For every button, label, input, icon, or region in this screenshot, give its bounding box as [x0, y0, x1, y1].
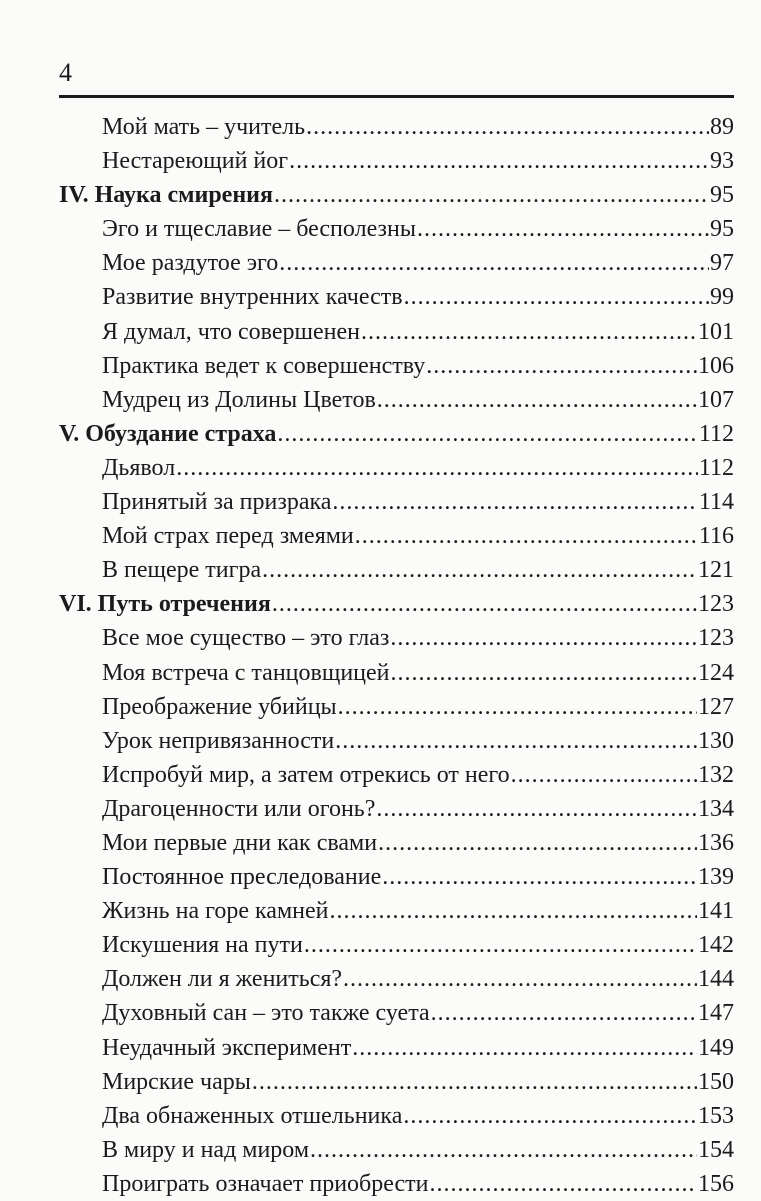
toc-entry-page-number: 123 — [698, 591, 734, 618]
toc-entry — [59, 1031, 734, 1065]
toc-entry-title: Нестареющий йог — [102, 148, 289, 175]
toc-entry — [59, 246, 734, 280]
toc-entry-title: IV. Наука смирения — [59, 182, 273, 209]
toc-entry-page-number: 156 — [698, 1170, 734, 1197]
toc-entry — [59, 485, 734, 519]
dot-leader — [376, 792, 697, 826]
toc-entry-title: Постоянное преследование — [102, 864, 382, 891]
toc-entry — [59, 383, 734, 417]
toc-entry-page-number: 93 — [710, 148, 734, 175]
dot-leader — [338, 690, 697, 724]
dot-leader — [426, 349, 697, 383]
toc-entry — [59, 724, 734, 758]
toc-entry-title: Я думал, что совершенен — [102, 318, 360, 345]
toc-entry — [59, 553, 734, 587]
toc-section-heading — [59, 178, 734, 212]
toc-entry — [59, 451, 734, 485]
dot-leader — [377, 383, 697, 417]
toc-entry-page-number: 121 — [698, 557, 734, 584]
dot-leader — [352, 1031, 697, 1065]
toc-entry-page-number: 136 — [698, 829, 734, 856]
toc-entry — [59, 996, 734, 1030]
toc-entry-title: Жизнь на горе камней — [102, 898, 329, 925]
toc-entry-title: Мои первые дни как свами — [102, 829, 378, 856]
toc-section-heading — [59, 587, 734, 621]
dot-leader — [306, 110, 709, 144]
toc-entry — [59, 349, 734, 383]
dot-leader — [403, 1099, 697, 1133]
toc-entry-page-number: 97 — [710, 250, 734, 277]
toc-entry — [59, 280, 734, 314]
toc-entry-title: Все мое существо – это глаз — [102, 625, 390, 652]
toc-entry — [59, 1065, 734, 1099]
toc-entry-page-number: 107 — [698, 386, 734, 413]
toc-entry-page-number: 123 — [698, 625, 734, 652]
toc-entry-page-number: 132 — [698, 761, 734, 788]
toc-entry-page-number: 95 — [710, 216, 734, 243]
toc-entry-title: Проиграть означает приобрести — [102, 1170, 429, 1197]
dot-leader — [391, 656, 698, 690]
toc-entry — [59, 928, 734, 962]
toc-entry-page-number: 89 — [710, 114, 734, 140]
toc-entry — [59, 656, 734, 690]
toc-entry — [59, 212, 734, 246]
dot-leader — [262, 553, 697, 587]
dot-leader — [332, 485, 697, 519]
toc-entry-title: VI. Путь отречения — [59, 591, 271, 618]
toc-entry — [59, 621, 734, 655]
dot-leader — [304, 928, 697, 962]
toc-entry-page-number: 112 — [698, 454, 734, 481]
toc-entry — [59, 690, 734, 724]
toc-entry-page-number: 153 — [698, 1102, 734, 1129]
toc-entry-page-number: 130 — [698, 727, 734, 754]
toc-entry — [59, 1133, 734, 1167]
toc-entry-title: Мое раздутое эго — [102, 250, 279, 277]
toc-entry-page-number: 124 — [698, 659, 734, 686]
toc-section-heading — [59, 417, 734, 451]
toc-entry-page-number: 154 — [698, 1136, 734, 1163]
toc-entry-title: В миру и над миром — [102, 1136, 310, 1163]
toc-entry-title: Развитие внутренних качеств — [102, 284, 403, 311]
toc-entry-title: Искушения на пути — [102, 932, 303, 959]
toc-entry-title: Мудрец из Долины Цветов — [102, 386, 376, 413]
toc-entry-title: Духовный сан – это также суета — [102, 1000, 430, 1027]
toc-entry-page-number: 127 — [698, 693, 734, 720]
toc-entry-title: Испробуй мир, а затем отрекись от него — [102, 761, 510, 788]
page-number: 4 — [59, 58, 72, 87]
toc-entry-page-number: 149 — [698, 1034, 734, 1061]
toc-entry-page-number: 139 — [698, 864, 734, 891]
toc-entry — [59, 962, 734, 996]
dot-leader — [274, 178, 709, 212]
dot-leader — [272, 587, 697, 621]
toc-entry-title: Должен ли я жениться? — [102, 966, 343, 993]
toc-entry — [59, 1099, 734, 1133]
dot-leader — [382, 860, 697, 894]
toc-entry-page-number: 141 — [698, 898, 734, 925]
toc-entry-title: Мирские чары — [102, 1068, 251, 1095]
dot-leader — [330, 894, 698, 928]
dot-leader — [430, 1167, 698, 1201]
toc-entry-page-number: 106 — [698, 352, 734, 379]
toc-entry-page-number: 95 — [710, 182, 734, 209]
toc-entry-page-number: 101 — [698, 318, 734, 345]
dot-leader — [277, 417, 697, 451]
dot-leader — [289, 144, 709, 178]
toc-entry — [59, 144, 734, 178]
toc-entry-page-number: 114 — [698, 489, 734, 516]
dot-leader — [361, 315, 697, 349]
toc-entry-title: Моя встреча с танцовщицей — [102, 659, 390, 686]
dot-leader — [390, 621, 697, 655]
toc-entry-title: Драгоценности или огонь? — [102, 795, 376, 822]
toc-entry-title: Мой страх перед змеями — [102, 523, 354, 550]
dot-leader — [378, 826, 697, 860]
dot-leader — [431, 996, 697, 1030]
toc-entry — [59, 1167, 734, 1201]
toc-entry — [59, 894, 734, 928]
dot-leader — [417, 212, 709, 246]
toc-entry-page-number: 99 — [710, 284, 734, 311]
header-rule — [59, 95, 734, 98]
toc-entry — [59, 826, 734, 860]
toc-entry-title: В пещере тигра — [102, 557, 262, 584]
dot-leader — [343, 962, 697, 996]
toc-entry — [59, 110, 734, 144]
toc-entry — [59, 860, 734, 894]
toc-entry — [59, 315, 734, 349]
toc-entry — [59, 758, 734, 792]
dot-leader — [355, 519, 698, 553]
toc-entry — [59, 519, 734, 553]
toc-entry-page-number: 147 — [698, 1000, 734, 1027]
dot-leader — [310, 1133, 697, 1167]
dot-leader — [335, 724, 697, 758]
toc-entry-title: Эго и тщеславие – бесполезны — [102, 216, 416, 243]
dot-leader — [279, 246, 709, 280]
toc-entry-page-number: 134 — [698, 795, 734, 822]
dot-leader — [176, 451, 698, 485]
toc-entry-page-number: 142 — [698, 932, 734, 959]
toc-entry-title: V. Обуздание страха — [59, 420, 277, 447]
toc-entry-page-number: 144 — [698, 966, 734, 993]
toc-entry-title: Практика ведет к совершенству — [102, 352, 426, 379]
toc-entry-title: Урок непривязанности — [102, 727, 335, 754]
toc-entry-title: Принятый за призрака — [102, 489, 332, 516]
toc-entry — [59, 792, 734, 826]
toc-entry-title: Неудачный эксперимент — [102, 1034, 352, 1061]
dot-leader — [404, 280, 709, 314]
toc-entry-title: Два обнаженных отшельника — [102, 1102, 403, 1129]
dot-leader — [511, 758, 697, 792]
dot-leader — [252, 1065, 697, 1099]
table-of-contents — [59, 110, 734, 1201]
toc-entry-page-number: 112 — [698, 420, 734, 447]
toc-entry-page-number: 116 — [698, 523, 734, 550]
toc-entry-page-number: 150 — [698, 1068, 734, 1095]
toc-entry-title: Преображение убийцы — [102, 693, 337, 720]
toc-entry-title: Дьявол — [102, 454, 176, 481]
toc-entry-title: Мой мать – учитель — [102, 114, 306, 140]
